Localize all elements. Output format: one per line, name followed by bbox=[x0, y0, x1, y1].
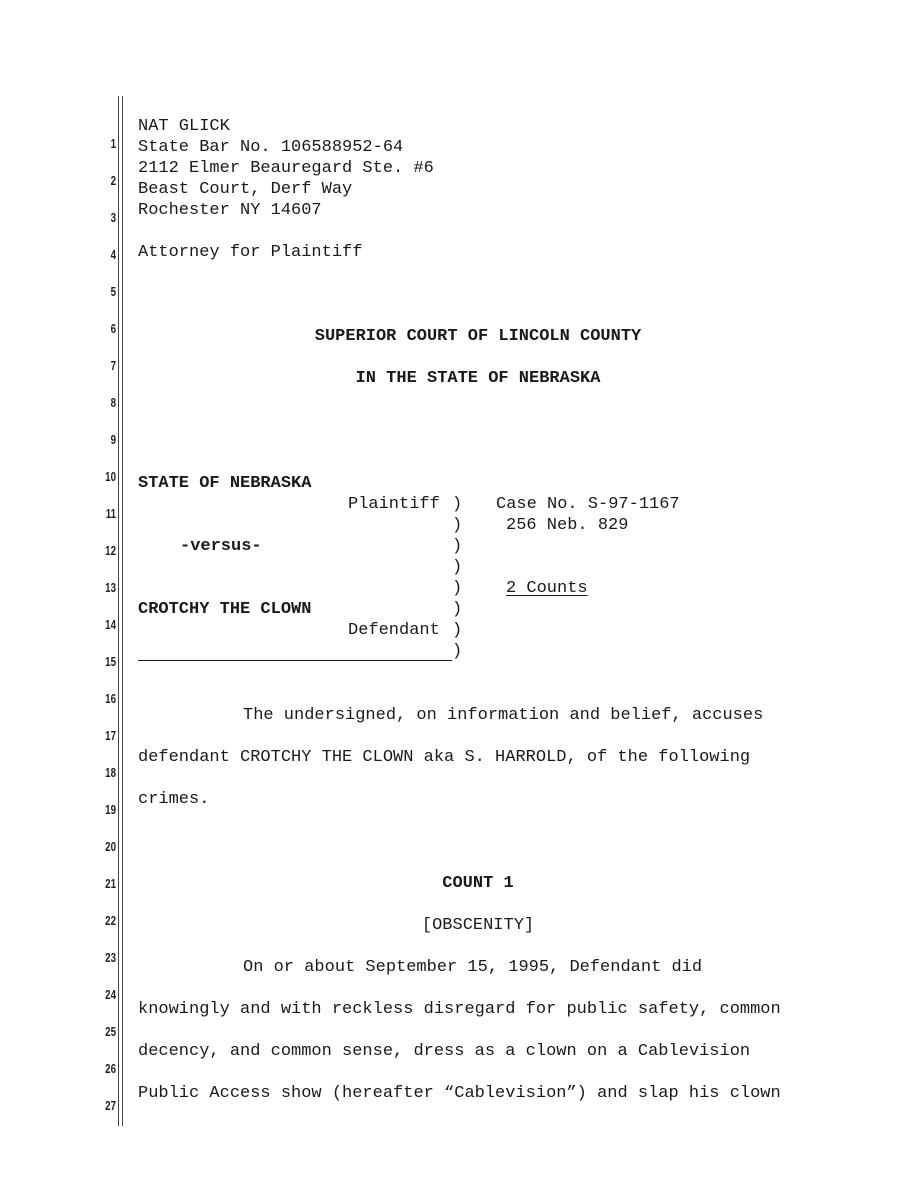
counts-label: 2 Counts bbox=[506, 579, 588, 598]
caption-paren: ) bbox=[452, 516, 463, 535]
line-number: 9 bbox=[110, 433, 116, 447]
line-number: 23 bbox=[105, 951, 116, 965]
case-number: Case No. S-97-1167 bbox=[496, 495, 680, 514]
plaintiff-label: Plaintiff bbox=[348, 495, 440, 514]
line-number: 20 bbox=[105, 840, 116, 854]
line-number: 7 bbox=[110, 359, 116, 373]
caption-paren: ) bbox=[452, 495, 463, 514]
case-citation: 256 Neb. 829 bbox=[506, 516, 629, 535]
caption-paren: ) bbox=[452, 600, 463, 619]
count-heading: COUNT 1 bbox=[442, 874, 514, 893]
defendant-label: Defendant bbox=[348, 621, 440, 640]
line-number: 24 bbox=[105, 988, 116, 1002]
line-number: 8 bbox=[110, 396, 116, 410]
body-text-line: decency, and common sense, dress as a clown on a Cablevision bbox=[138, 1042, 751, 1061]
line-number: 18 bbox=[105, 766, 116, 780]
line-number: 19 bbox=[105, 803, 116, 817]
line-number: 14 bbox=[105, 618, 116, 632]
count-subheading: [OBSCENITY] bbox=[421, 916, 535, 935]
line-number: 6 bbox=[110, 322, 116, 336]
body-text-line: knowingly and with reckless disregard for public safety, common bbox=[138, 1000, 781, 1019]
line-number: 15 bbox=[105, 655, 116, 669]
caption-paren: ) bbox=[452, 558, 463, 577]
attorney-address-line: Rochester NY 14607 bbox=[138, 201, 322, 220]
caption-paren: ) bbox=[452, 579, 463, 598]
line-number: 1 bbox=[110, 137, 116, 151]
line-number: 3 bbox=[110, 211, 116, 225]
line-number: 17 bbox=[105, 729, 116, 743]
body-text-line: defendant CROTCHY THE CLOWN aka S. HARROLD, of the following bbox=[138, 748, 751, 767]
left-margin-rule bbox=[118, 96, 119, 1126]
defendant-name: CROTCHY THE CLOWN bbox=[138, 600, 312, 619]
line-number: 22 bbox=[105, 914, 116, 928]
line-number: 2 bbox=[110, 174, 116, 188]
line-number: 25 bbox=[105, 1025, 116, 1039]
court-subtitle: IN THE STATE OF NEBRASKA bbox=[355, 369, 601, 388]
line-number: 21 bbox=[105, 877, 116, 891]
attorney-address-line: 2112 Elmer Beauregard Ste. #6 bbox=[138, 159, 434, 178]
plaintiff-name: STATE OF NEBRASKA bbox=[138, 474, 312, 493]
body-text-line: crimes. bbox=[138, 790, 210, 809]
attorney-address-line: Beast Court, Derf Way bbox=[138, 180, 353, 199]
line-number: 27 bbox=[105, 1099, 116, 1113]
attorney-name: NAT GLICK bbox=[138, 117, 230, 136]
versus-label: -versus- bbox=[180, 537, 262, 556]
body-text-line: Public Access show (hereafter “Cablevision”) and slap his clown bbox=[138, 1084, 781, 1103]
caption-paren: ) bbox=[452, 642, 463, 661]
line-number: 16 bbox=[105, 692, 116, 706]
caption-paren: ) bbox=[452, 537, 463, 556]
line-number: 4 bbox=[110, 248, 116, 262]
left-margin-rule-inner bbox=[122, 96, 123, 1126]
attorney-bar-number: State Bar No. 106588952-64 bbox=[138, 138, 404, 157]
line-number: 26 bbox=[105, 1062, 116, 1076]
line-number: 12 bbox=[105, 544, 116, 558]
line-number: 5 bbox=[110, 285, 116, 299]
caption-underline bbox=[138, 660, 452, 661]
attorney-role: Attorney for Plaintiff bbox=[138, 243, 363, 262]
line-number: 11 bbox=[105, 507, 116, 521]
caption-paren: ) bbox=[452, 621, 463, 640]
court-title: SUPERIOR COURT OF LINCOLN COUNTY bbox=[314, 327, 642, 346]
body-text-line: On or about September 15, 1995, Defendant did bbox=[243, 958, 703, 977]
line-number: 10 bbox=[105, 470, 116, 484]
body-text-line: The undersigned, on information and belief, accuses bbox=[243, 706, 764, 725]
line-number: 13 bbox=[105, 581, 116, 595]
